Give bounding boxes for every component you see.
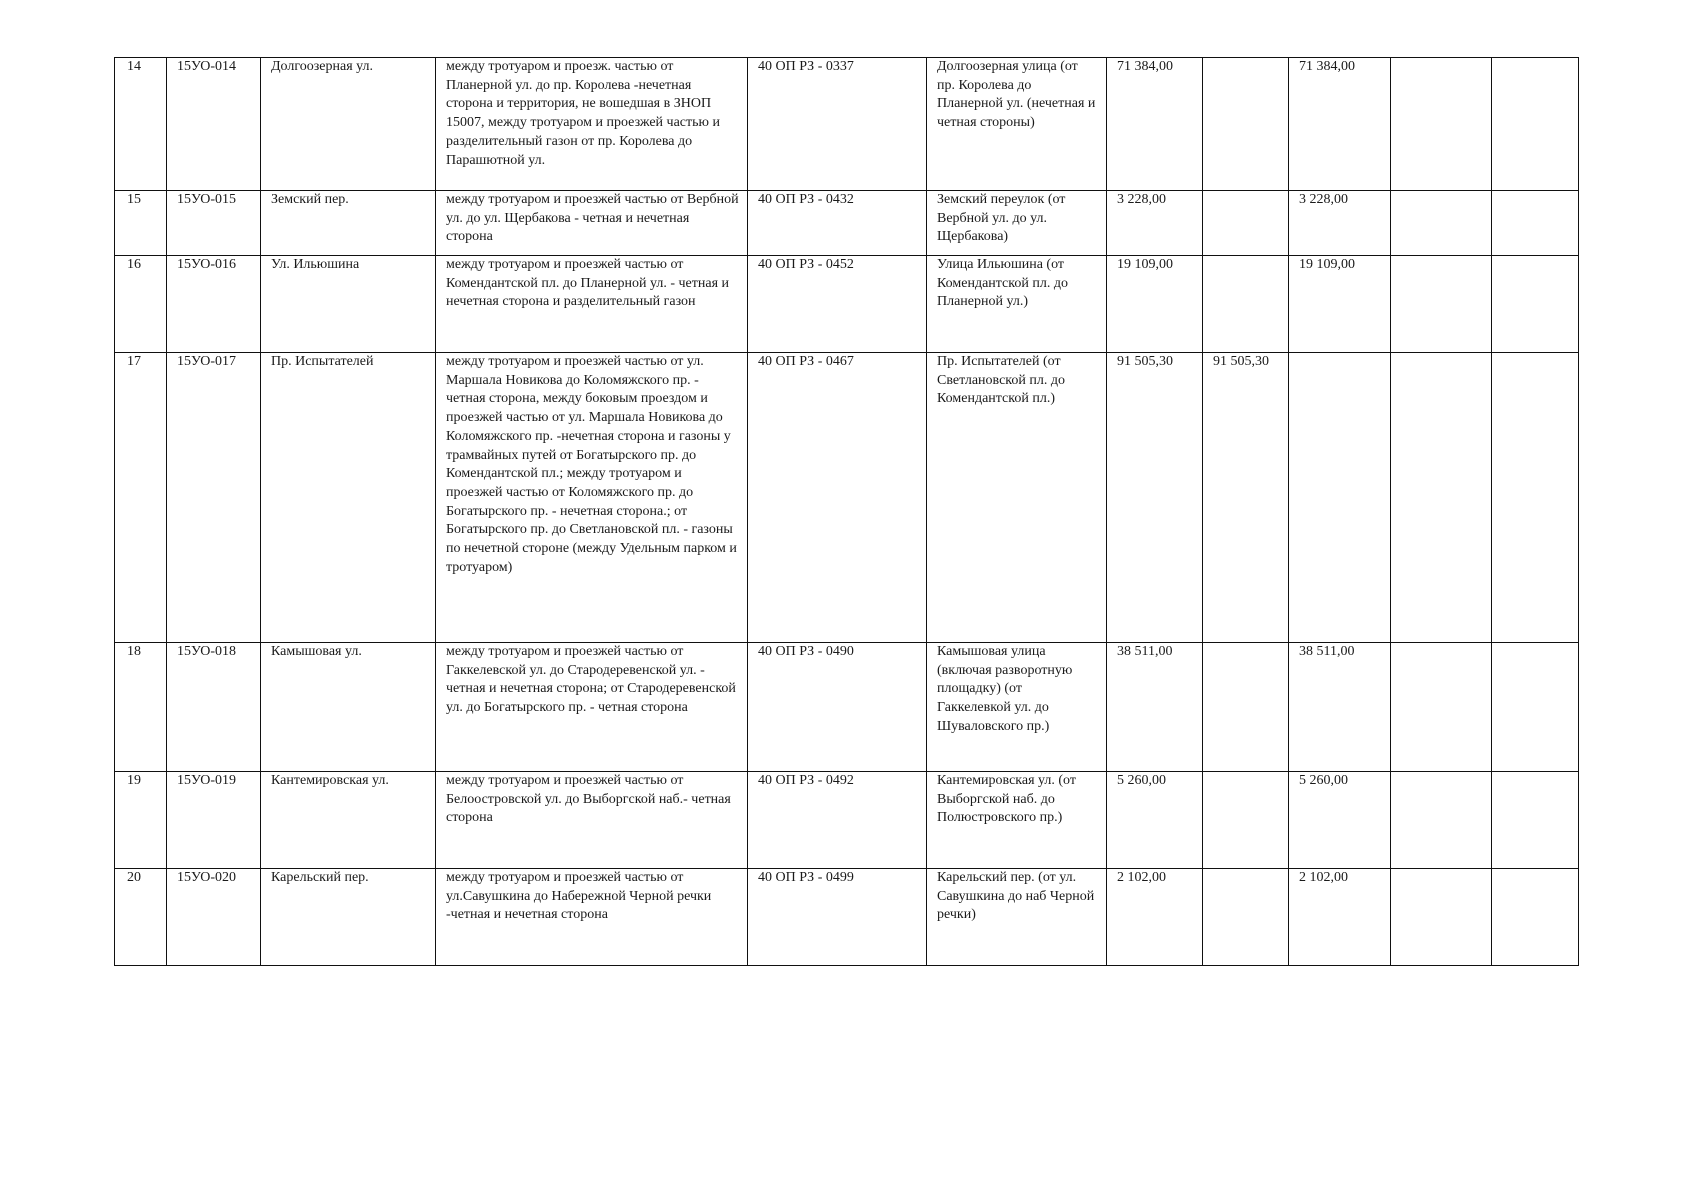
- area-description: между тротуаром и проезжей частью от Комендантской пл. до Планерной ул. - четная и нечетная сторона и разделительный газон: [436, 256, 748, 353]
- empty-cell: [1391, 772, 1492, 869]
- road-name: Камышовая улица (включая разворотную площадку) (от Гаккелевкой ул. до Шуваловского пр.): [927, 643, 1107, 772]
- area-description: между тротуаром и проезжей частью от Вербной ул. до ул. Щербакова - четная и нечетная сторона: [436, 191, 748, 256]
- row-number: 20: [115, 869, 167, 966]
- table-row: [115, 772, 1579, 869]
- empty-cell: [1492, 643, 1579, 772]
- area-column-b: 3 228,00: [1289, 191, 1391, 256]
- empty-cell: [1391, 191, 1492, 256]
- road-id: 40 ОП РЗ - 0467: [748, 353, 927, 643]
- street-name: Ул. Ильюшина: [261, 256, 436, 353]
- street-name: Кантемировская ул.: [261, 772, 436, 869]
- street-name: Земский пер.: [261, 191, 436, 256]
- area-column-a: [1203, 191, 1289, 256]
- road-id: 40 ОП РЗ - 0432: [748, 191, 927, 256]
- road-name: Долгоозерная улица (от пр. Королева до Планерной ул. (нечетная и четная стороны): [927, 58, 1107, 191]
- empty-cell: [1492, 191, 1579, 256]
- empty-cell: [1391, 353, 1492, 643]
- road-name: Земский переулок (от Вербной ул. до ул. Щербакова): [927, 191, 1107, 256]
- street-name: Карельский пер.: [261, 869, 436, 966]
- street-name: Камышовая ул.: [261, 643, 436, 772]
- area-column-a: [1203, 643, 1289, 772]
- road-name: Карельский пер. (от ул. Савушкина до наб Черной речки): [927, 869, 1107, 966]
- area-column-a: [1203, 869, 1289, 966]
- road-name: Улица Ильюшина (от Комендантской пл. до Планерной ул.): [927, 256, 1107, 353]
- area-column-b: 2 102,00: [1289, 869, 1391, 966]
- empty-cell: [1391, 643, 1492, 772]
- area-total: 2 102,00: [1107, 869, 1203, 966]
- empty-cell: [1391, 256, 1492, 353]
- row-number: 17: [115, 353, 167, 643]
- object-code: 15УО-014: [167, 58, 261, 191]
- empty-cell: [1492, 58, 1579, 191]
- area-total: 38 511,00: [1107, 643, 1203, 772]
- area-description: между тротуаром и проезжей частью от ул.Савушкина до Набережной Черной речки -четная и нечетная сторона: [436, 869, 748, 966]
- area-total: 5 260,00: [1107, 772, 1203, 869]
- table-row: [115, 643, 1579, 772]
- object-code: 15УО-016: [167, 256, 261, 353]
- street-name: Долгоозерная ул.: [261, 58, 436, 191]
- area-total: 3 228,00: [1107, 191, 1203, 256]
- area-description: между тротуаром и проезжей частью от ул. Маршала Новикова до Коломяжского пр. - четная сторона, между боковым проездом и проезжей частью от ул. Маршала Новикова до Коломяжского пр. -нечетная сторона и газоны у трамвайных путей от Богатырского пр. до Комендантской пл.; между тротуаром и проезжей частью от Коломяжского пр. до Богатырского пр. - нечетная сторона.; от Богатырского пр. до Светлановской пл. - газоны по нечетной стороне (между Удельным парком и тротуаром): [436, 353, 748, 643]
- area-column-a: 91 505,30: [1203, 353, 1289, 643]
- street-name: Пр. Испытателей: [261, 353, 436, 643]
- row-number: 15: [115, 191, 167, 256]
- row-number: 19: [115, 772, 167, 869]
- road-id: 40 ОП РЗ - 0492: [748, 772, 927, 869]
- area-column-b: [1289, 353, 1391, 643]
- registry-table: [114, 57, 1579, 966]
- area-total: 71 384,00: [1107, 58, 1203, 191]
- road-id: 40 ОП РЗ - 0490: [748, 643, 927, 772]
- row-number: 16: [115, 256, 167, 353]
- object-code: 15УО-020: [167, 869, 261, 966]
- area-column-b: 5 260,00: [1289, 772, 1391, 869]
- area-column-a: [1203, 58, 1289, 191]
- area-column-a: [1203, 256, 1289, 353]
- empty-cell: [1492, 869, 1579, 966]
- empty-cell: [1492, 772, 1579, 869]
- table-row: [115, 869, 1579, 966]
- table-row: [115, 353, 1579, 643]
- road-id: 40 ОП РЗ - 0337: [748, 58, 927, 191]
- empty-cell: [1492, 353, 1579, 643]
- area-column-b: 71 384,00: [1289, 58, 1391, 191]
- area-description: между тротуаром и проезж. частью от Планерной ул. до пр. Королева -нечетная сторона и территория, не вошедшая в ЗНОП 15007, между тротуаром и проезжей частью и разделительный газон от пр. Королева до Парашютной ул.: [436, 58, 748, 191]
- area-total: 91 505,30: [1107, 353, 1203, 643]
- area-column-b: 38 511,00: [1289, 643, 1391, 772]
- empty-cell: [1492, 256, 1579, 353]
- area-column-a: [1203, 772, 1289, 869]
- empty-cell: [1391, 58, 1492, 191]
- road-name: Кантемировская ул. (от Выборгской наб. до Полюстровского пр.): [927, 772, 1107, 869]
- area-column-b: 19 109,00: [1289, 256, 1391, 353]
- area-description: между тротуаром и проезжей частью от Гаккелевской ул. до Стародеревенской ул. - четная и нечетная сторона; от Стародеревенской ул. до Богатырского пр. - четная сторона: [436, 643, 748, 772]
- row-number: 14: [115, 58, 167, 191]
- road-id: 40 ОП РЗ - 0452: [748, 256, 927, 353]
- area-total: 19 109,00: [1107, 256, 1203, 353]
- object-code: 15УО-017: [167, 353, 261, 643]
- object-code: 15УО-018: [167, 643, 261, 772]
- row-number: 18: [115, 643, 167, 772]
- road-name: Пр. Испытателей (от Светлановской пл. до Комендантской пл.): [927, 353, 1107, 643]
- table-row: [115, 256, 1579, 353]
- table-row: [115, 191, 1579, 256]
- table-row: [115, 58, 1579, 191]
- object-code: 15УО-019: [167, 772, 261, 869]
- object-code: 15УО-015: [167, 191, 261, 256]
- area-description: между тротуаром и проезжей частью от Белоостровской ул. до Выборгской наб.- четная сторона: [436, 772, 748, 869]
- empty-cell: [1391, 869, 1492, 966]
- road-id: 40 ОП РЗ - 0499: [748, 869, 927, 966]
